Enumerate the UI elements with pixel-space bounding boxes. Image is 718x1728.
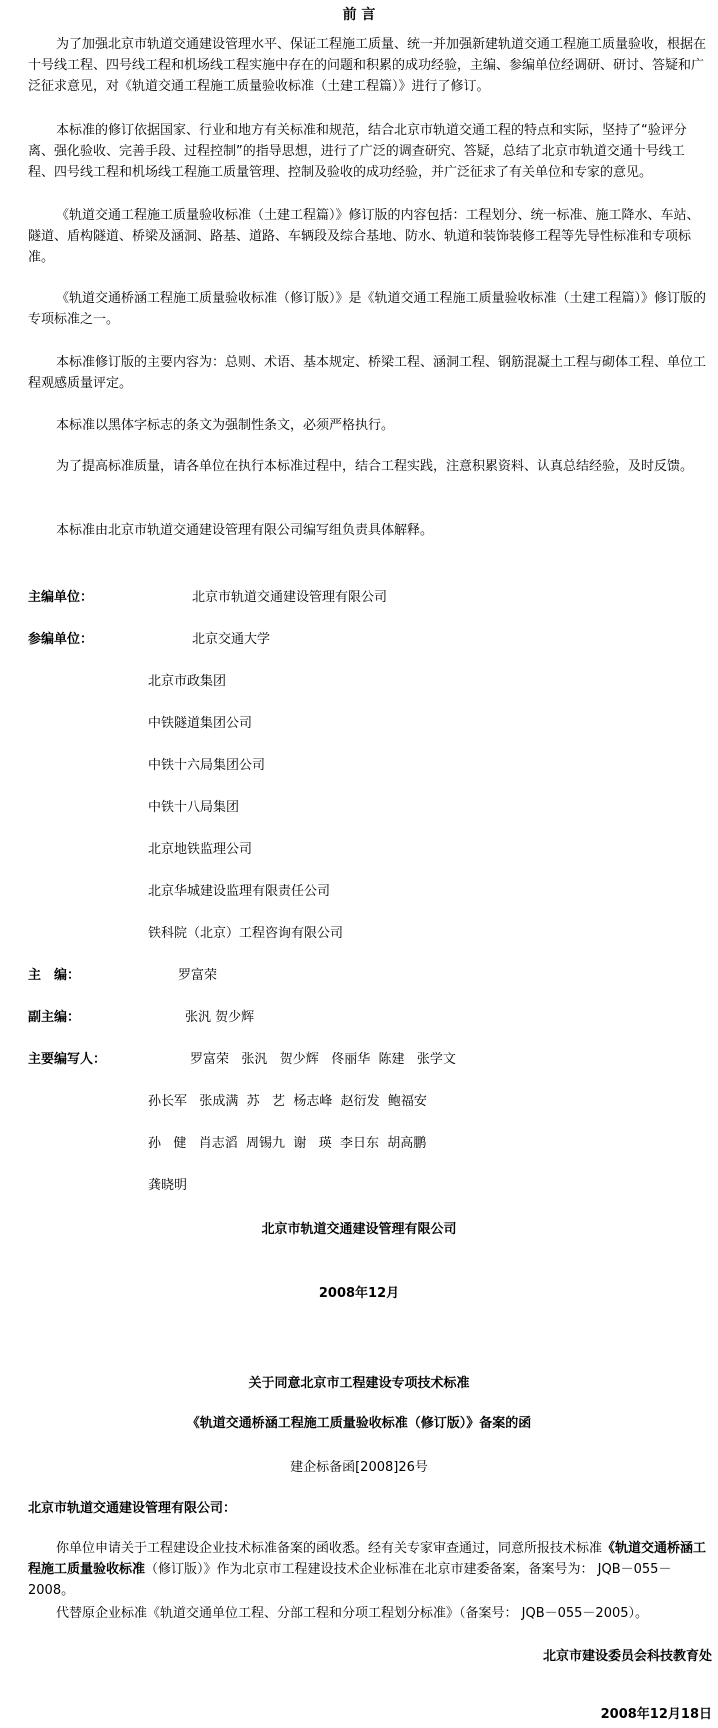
chief-editor: 罗富荣 — [178, 968, 218, 983]
standard-name: 《轨道交通桥涵工程施工质量验收标准 — [28, 1541, 707, 1577]
preface-paragraph-4: 《轨道交通桥涵工程施工质量验收标准（修订版）》是《轨道交通工程施工质量验收标准（土建工程篇）》修订版的专项标准之一。 — [28, 291, 707, 327]
deputy-editors: 张汎 贺少辉 — [185, 1010, 255, 1025]
chief-unit: 北京市轨道交通建设管理有限公司 — [192, 590, 388, 605]
preface-paragraph-1: 为了加强北京市轨道交通建设管理水平、保证工程施工质量、统一并加强新建轨道交通工程施工质量验收，根据在十号线工程、四号线工程和机场线工程实施中存在的问题和积累的成功经验，主编、参编单位经调研、研讨、答疑和广泛征求意见，对《轨道交通工程施工质量验收标准（土建工程篇）》进行了修订。 — [28, 37, 707, 94]
main-writers-line: 龚晓明 — [148, 1178, 188, 1193]
participating-unit: 中铁十六局集团公司 — [148, 758, 266, 773]
main-writers-line: 罗富荣 张汎 贺少辉 佟丽华 陈建 张学文 — [190, 1052, 456, 1067]
preface-title: 前 言 — [342, 7, 376, 23]
preface-paragraph-8: 本标准由北京市轨道交通建设管理有限公司编写组负责具体解释。 — [56, 523, 434, 538]
deputy-editor-label: 副主编： — [28, 1010, 81, 1025]
participating-unit: 北京交通大学 — [192, 632, 271, 647]
preface-paragraph-3: 《轨道交通工程施工质量验收标准（土建工程篇）》修订版的内容包括：工程划分、统一标准、施工降水、车站、隧道、盾构隧道、桥梁及涵洞、路基、道路、车辆段及综合基地、防水、轨道和装饰装修工程等先导性标准和专项标准。 — [28, 208, 700, 265]
preface-paragraph-6: 本标准以黑体字标志的条文为强制性条文，必须严格执行。 — [56, 418, 395, 433]
participating-unit: 中铁隧道集团公司 — [148, 716, 253, 731]
preface-paragraph-5: 本标准修订版的主要内容为：总则、术语、基本规定、桥梁工程、涵洞工程、钢筋混凝土工程与砌体工程、单位工程观感质量评定。 — [28, 355, 707, 391]
participating-unit: 北京市政集团 — [148, 674, 227, 689]
main-writers-line: 孙长军 张成满 苏 艺 杨志峰 赵衍发 鲍福安 — [148, 1094, 427, 1109]
letter-doc-number: 建企标备函[2008]26号 — [290, 1460, 428, 1475]
preface-date: 2008年12月 — [318, 1286, 400, 1301]
letter-body-text: （修订版）》作为北京市工程建设技术企业标准在北京市建委备案，备案号为： JQB－055－2008。 — [28, 1562, 672, 1598]
participating-unit: 北京华城建设监理有限责任公司 — [148, 884, 331, 899]
letter-body-text: 你单位申请关于工程建设企业技术标准备案的函收悉。经有关专家审查通过，同意所报技术标准 — [56, 1541, 603, 1556]
participating-unit: 中铁十八局集团 — [148, 800, 240, 815]
participating-units-label: 参编单位： — [28, 632, 94, 647]
chief-editor-label: 主 编： — [28, 968, 81, 983]
main-writers-line: 孙 健 肖志滔 周锡九 谢 瑛 李日东 胡高鹏 — [148, 1136, 427, 1151]
org-signature: 北京市轨道交通建设管理有限公司 — [261, 1222, 457, 1237]
letter-recipient: 北京市轨道交通建设管理有限公司： — [28, 1501, 237, 1516]
letter-date: 2008年12月18日 — [600, 1707, 712, 1722]
chief-unit-label: 主编单位： — [28, 590, 94, 605]
letter-signer: 北京市建设委员会科技教育处 — [542, 1649, 712, 1664]
letter-replace-note: 代替原企业标准《轨道交通单位工程、分部工程和分项工程划分标准》（备案号： JQB－055－2005）。 — [56, 1606, 649, 1621]
participating-unit: 北京地铁监理公司 — [148, 842, 253, 857]
preface-paragraph-7: 为了提高标准质量，请各单位在执行本标准过程中，结合工程实践，注意积累资料、认真总结经验，及时反馈。 — [56, 459, 694, 474]
preface-paragraph-2: 本标准的修订依据国家、行业和地方有关标准和规范，结合北京市轨道交通工程的特点和实际，坚持了“验评分离、强化验收、完善手段、过程控制”的指导思想，进行了广泛的调查研究、答疑，总结了北京市轨道交通十号线工程、四号线工程和机场线工程施工质量管理、控制及验收的成功经验，并广泛征求了有关单位和专家的意见。 — [28, 123, 687, 180]
participating-unit: 铁科院（北京）工程咨询有限公司 — [148, 926, 344, 941]
main-writers-label: 主要编写人： — [28, 1052, 107, 1067]
letter-title-line1: 关于同意北京市工程建设专项技术标准 — [248, 1376, 470, 1391]
letter-title-line2: 《轨道交通桥涵工程施工质量验收标准（修订版）》备案的函 — [186, 1416, 532, 1431]
letter-body — [28, 1538, 710, 1601]
